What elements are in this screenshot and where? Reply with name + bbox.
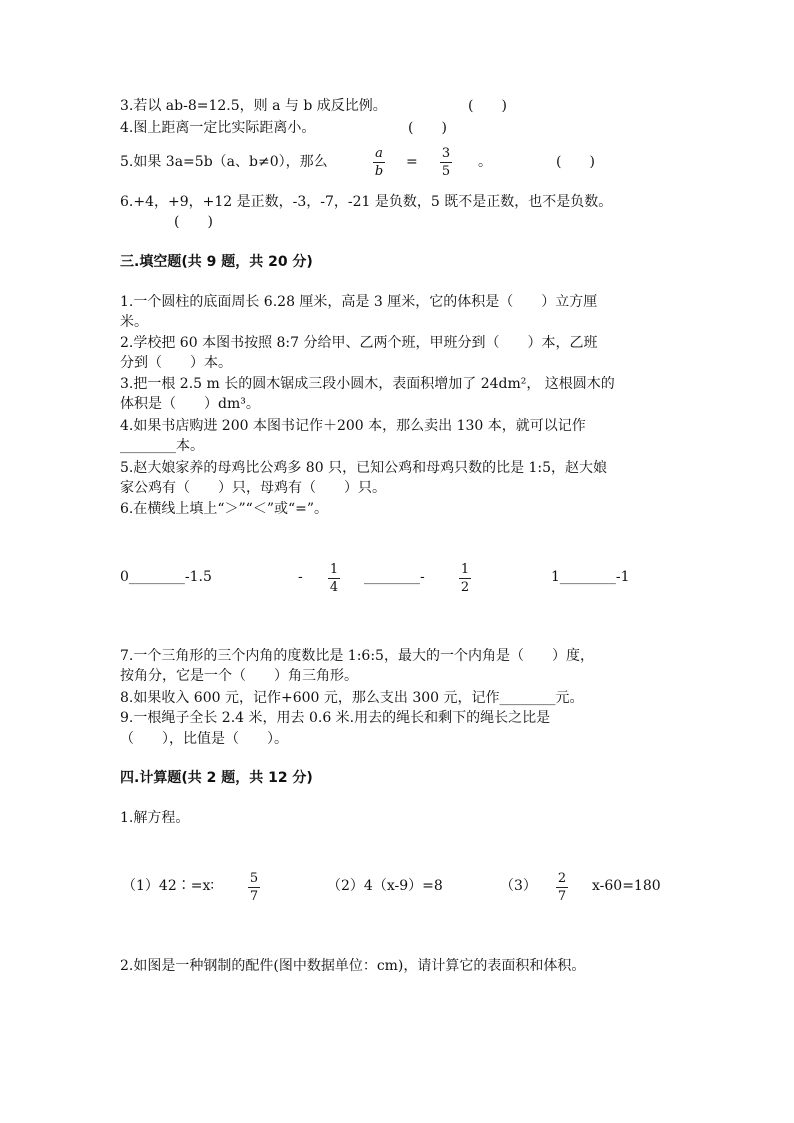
fraction-denominator: 5 [441, 164, 451, 179]
fill-q5-line2: 家公鸡有（ ）只，母鸡有（ ）只。 [120, 480, 386, 496]
fill-q2-line1: 2.学校把 60 本图书按照 8:7 分给甲、乙两个班，甲班分到（ ）本，乙班 [120, 335, 598, 351]
fill-q7-line2: 按角分，它是一个（ ）角三角形。 [120, 668, 358, 684]
fraction-numerator: a [375, 146, 383, 161]
section-4-title: 四.计算题(共 2 题，共 12 分) [120, 770, 313, 786]
judge-q5-answer-blank[interactable]: ( ) [556, 154, 595, 170]
equation-1-text: （1）42∶=x∶ [122, 878, 214, 894]
fill-q4-line1: 4.如果书店购进 200 本图书记作＋200 本，那么卖出 130 本，就可以记作 [120, 418, 586, 434]
calc-q2: 2.如图是一种钢制的配件(图中数据单位：cm)，请计算它的表面积和体积。 [120, 958, 586, 974]
judge-q3: 3.若以 ab-8=12.5，则 a 与 b 成反比例。 [120, 98, 387, 114]
equation-2: （2）4（x-9）=8 [327, 878, 443, 894]
compare-fraction-1-2 [458, 561, 472, 596]
fill-q4-line2: ________本。 [120, 438, 204, 454]
fill-q6: 6.在横线上填上“＞”“＜”或“=”。 [120, 501, 329, 517]
judge-q3-answer-blank[interactable]: ( ) [468, 98, 507, 114]
fraction-denominator: 7 [249, 889, 259, 904]
fraction-numerator: 3 [441, 146, 451, 161]
section-3-title: 三.填空题(共 9 题，共 20 分) [120, 254, 313, 270]
judge-q6: 6.+4，+9，+12 是正数，-3，-7，-21 是负数，5 既不是正数，也不是负数。 [120, 194, 613, 210]
fraction-denominator: b [374, 164, 384, 179]
judge-q5-text: 5.如果 3a=5b（a、b≠0），那么 [120, 154, 328, 170]
calc-q1: 1.解方程。 [120, 810, 190, 826]
equation-3-fraction [555, 870, 569, 905]
fill-q1-line1: 1.一个圆柱的底面周长 6.28 厘米，高是 3 厘米，它的体积是（ ）立方厘 [120, 294, 598, 310]
fraction-numerator: 2 [557, 871, 567, 886]
fill-q7-line1: 7.一个三角形的三个内角的度数比是 1:6:5，最大的一个内角是（ ）度， [120, 648, 594, 664]
equation-1-fraction [247, 870, 261, 905]
fraction-numerator: 1 [329, 562, 339, 577]
compare-item-2-blank[interactable]: ________- [364, 569, 425, 585]
judge-q4-answer-blank[interactable]: ( ) [408, 120, 447, 136]
compare-item-1[interactable]: 0________-1.5 [120, 569, 212, 585]
fraction-denominator: 2 [460, 580, 470, 595]
judge-q5-fraction-ab [372, 145, 386, 180]
fill-q9-line1: 9.一根绳子全长 2.4 米，用去 0.6 米.用去的绳长和剩下的绳长之比是 [120, 710, 551, 726]
fraction-denominator: 4 [329, 580, 339, 595]
judge-q5-period: 。 [478, 154, 492, 170]
fraction-numerator: 5 [249, 871, 259, 886]
fill-q3-line1: 3.把一根 2.5 m 长的圆木锯成三段小圆木，表面积增加了 24dm²， 这根圆木的 [120, 376, 615, 392]
fill-q3-line2: 体积是（ ）dm³。 [120, 396, 260, 412]
judge-q4: 4.图上距离一定比实际距离小。 [120, 120, 316, 136]
fill-q9-line2: （ ），比值是（ ）。 [120, 731, 288, 747]
judge-q6-answer-blank[interactable]: ( ) [174, 214, 213, 230]
equation-3-label: （3） [500, 878, 537, 894]
fill-q8: 8.如果收入 600 元，记作+600 元，那么支出 300 元，记作________元。 [120, 690, 584, 706]
compare-item-2-minus: - [298, 569, 303, 585]
compare-item-3[interactable]: 1________-1 [551, 569, 630, 585]
fill-q5-line1: 5.赵大娘家养的母鸡比公鸡多 80 只，已知公鸡和母鸡只数的比是 1:5，赵大娘 [120, 460, 608, 476]
judge-q5-equals: = [406, 154, 418, 170]
fraction-numerator: 1 [460, 562, 470, 577]
judge-q5-fraction-3-5 [439, 145, 453, 180]
fill-q2-line2: 分到（ ）本。 [120, 355, 232, 371]
compare-fraction-1-4 [327, 561, 341, 596]
equation-3-rest: x-60=180 [592, 878, 661, 894]
fill-q1-line2: 米。 [120, 314, 148, 330]
fraction-denominator: 7 [557, 889, 567, 904]
